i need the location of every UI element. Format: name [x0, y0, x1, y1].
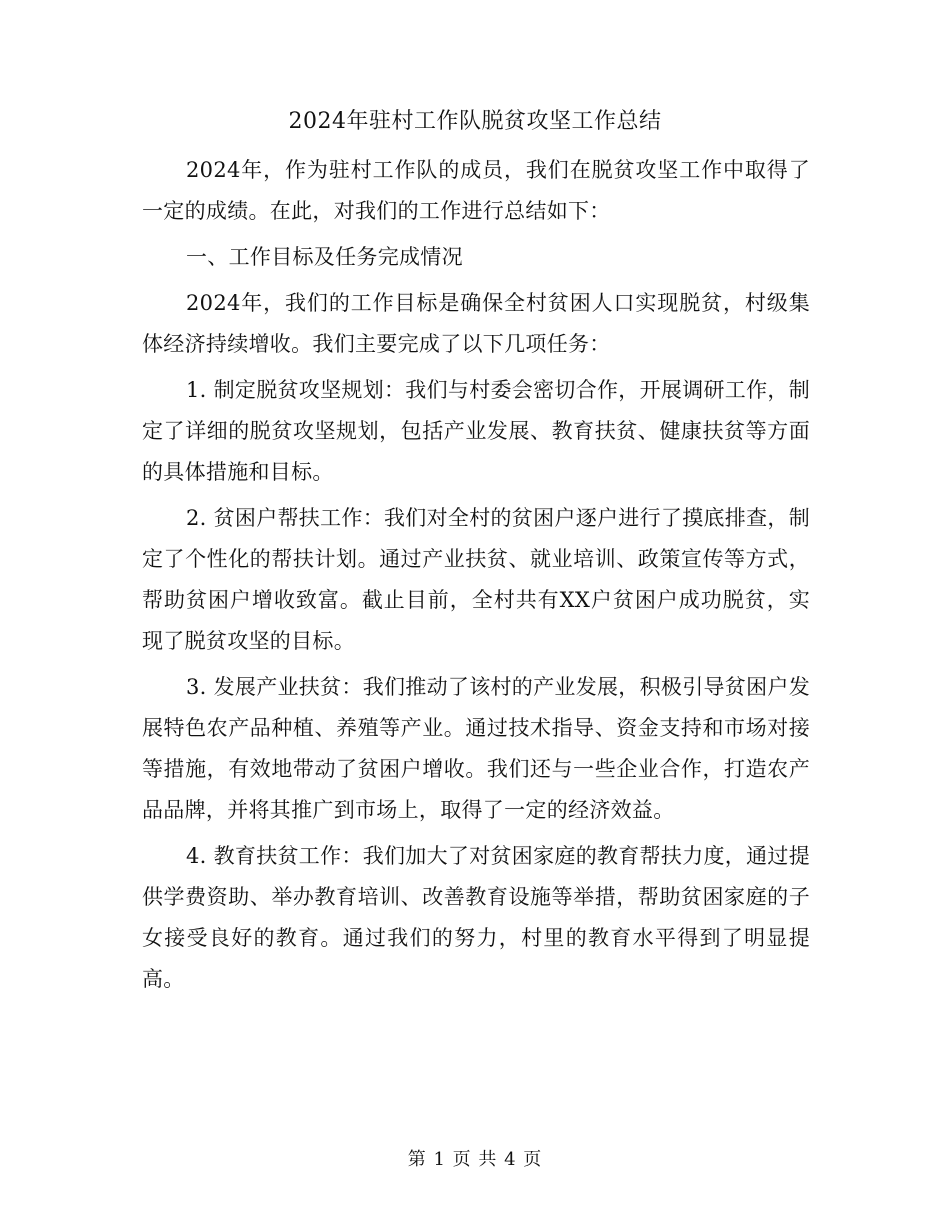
paragraph-goals: 2024年，我们的工作目标是确保全村贫困人口实现脱贫，村级集体经济持续增收。我们主要完成了以下几项任务： [142, 291, 810, 356]
document-title: 2024年驻村工作队脱贫攻坚工作总结 [288, 109, 662, 134]
list-item-planning: 1. 制定脱贫攻坚规划：我们与村委会密切合作，开展调研工作，制定了详细的脱贫攻坚规划，包括产业发展、教育扶贫、健康扶贫等方面的具体措施和目标。 [142, 378, 811, 484]
list-item-household-aid: 2. 贫困户帮扶工作：我们对全村的贫困户逐户进行了摸底排查，制定了个性化的帮扶计划。通过产业扶贫、就业培训、政策宣传等方式，帮助贫困户增收致富。截止目前，全村共有XX户贫困户成功脱贫，实现了脱贫攻坚的目标。 [142, 506, 811, 653]
section-heading: 一、工作目标及任务完成情况 [186, 245, 463, 269]
page-number: 第 1 页 共 4 页 [407, 1149, 543, 1170]
list-item-education: 4. 教育扶贫工作：我们加大了对贫困家庭的教育帮扶力度，通过提供学费资助、举办教育培训、改善教育设施等举措，帮助贫困家庭的子女接受良好的教育。通过我们的努力，村里的教育水平得到了明显提高。 [142, 844, 811, 991]
document-body [142, 150, 810, 1005]
list-item-industry: 3. 发展产业扶贫：我们推动了该村的产业发展，积极引导贫困户发展特色农产品种植、养殖等产业。通过技术指导、资金支持和市场对接等措施，有效地带动了贫困户增收。我们还与一些企业合作，打造农产品品牌，并将其推广到市场上，取得了一定的经济效益。 [142, 675, 811, 822]
paragraph-intro: 2024年，作为驻村工作队的成员，我们在脱贫攻坚工作中取得了一定的成绩。在此，对我们的工作进行总结如下： [142, 158, 810, 223]
